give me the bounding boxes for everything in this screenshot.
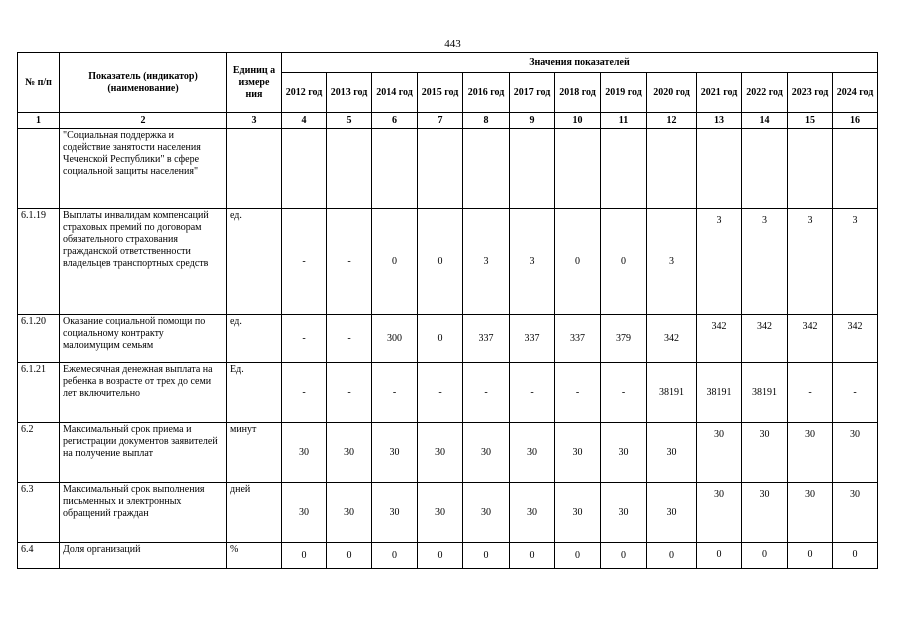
column-index-cell: 1: [18, 113, 60, 129]
row-value: 0: [282, 543, 327, 569]
row-value: -: [418, 363, 463, 423]
row-value: -: [282, 315, 327, 363]
row-value: 30: [697, 423, 742, 483]
row-value: 30: [510, 423, 555, 483]
row-value: 38191: [742, 363, 788, 423]
row-indicator-name: Максимальный срок приема и регистрации документов заявителей на получение выплат: [60, 423, 227, 483]
row-value: 30: [742, 423, 788, 483]
row-value: 0: [555, 543, 601, 569]
table-row: [18, 315, 878, 363]
row-id: 6.4: [18, 543, 60, 569]
row-value: 30: [647, 423, 697, 483]
header-year: 2017 год: [510, 73, 555, 113]
row-value: 30: [555, 483, 601, 543]
row-value: -: [327, 209, 372, 315]
page-number: 443: [444, 38, 461, 50]
row-value: [788, 129, 833, 209]
row-indicator-name: Доля организаций: [60, 543, 227, 569]
row-value: 30: [463, 423, 510, 483]
row-value: 0: [418, 209, 463, 315]
row-value: 337: [555, 315, 601, 363]
header-year: 2023 год: [788, 73, 833, 113]
row-value: 0: [788, 543, 833, 569]
row-value: 30: [418, 423, 463, 483]
table-row: [18, 363, 878, 423]
column-index-cell: 15: [788, 113, 833, 129]
row-indicator-name: Оказание социальной помощи по социальному контракту малоимущим семьям: [60, 315, 227, 363]
row-value: 337: [463, 315, 510, 363]
column-index-cell: 13: [697, 113, 742, 129]
row-value: 342: [697, 315, 742, 363]
row-value: 379: [601, 315, 647, 363]
column-index-cell: 14: [742, 113, 788, 129]
table-row: [18, 209, 878, 315]
row-value: [327, 129, 372, 209]
row-id: 6.1.20: [18, 315, 60, 363]
row-unit: Ед.: [227, 363, 282, 423]
column-index-cell: 16: [833, 113, 878, 129]
row-value: 30: [742, 483, 788, 543]
row-value: 30: [788, 483, 833, 543]
row-value: 0: [418, 315, 463, 363]
row-value: -: [372, 363, 418, 423]
indicator-table: [17, 52, 878, 569]
header-year: 2016 год: [463, 73, 510, 113]
column-index-cell: 10: [555, 113, 601, 129]
row-value: [372, 129, 418, 209]
row-value: [833, 129, 878, 209]
row-value: 0: [463, 543, 510, 569]
row-value: 3: [463, 209, 510, 315]
row-value: 30: [463, 483, 510, 543]
row-value: 0: [601, 543, 647, 569]
row-value: 30: [327, 423, 372, 483]
row-value: 0: [833, 543, 878, 569]
row-value: [418, 129, 463, 209]
row-value: 30: [601, 423, 647, 483]
header-year: 2018 год: [555, 73, 601, 113]
row-value: 30: [555, 423, 601, 483]
column-index-cell: 5: [327, 113, 372, 129]
row-value: 38191: [697, 363, 742, 423]
row-value: 3: [788, 209, 833, 315]
row-value: -: [282, 363, 327, 423]
row-value: [742, 129, 788, 209]
header-num: № п/п: [18, 53, 60, 113]
row-value: -: [601, 363, 647, 423]
row-value: 30: [282, 423, 327, 483]
row-value: [647, 129, 697, 209]
row-value: [463, 129, 510, 209]
row-value: 300: [372, 315, 418, 363]
row-indicator-name: Выплаты инвалидам компенсаций страховых премий по договорам обязательного страхования гражданской ответственности владельцев транспортных средств: [60, 209, 227, 315]
column-index-cell: 11: [601, 113, 647, 129]
header-year: 2013 год: [327, 73, 372, 113]
header-year: 2014 год: [372, 73, 418, 113]
row-unit: ед.: [227, 315, 282, 363]
header-unit: Единиц а измере ния: [227, 53, 282, 113]
row-value: 0: [555, 209, 601, 315]
row-value: -: [463, 363, 510, 423]
row-value: -: [510, 363, 555, 423]
table-row: [18, 543, 878, 569]
row-unit: ед.: [227, 209, 282, 315]
row-unit: дней: [227, 483, 282, 543]
column-index-cell: 4: [282, 113, 327, 129]
row-id: [18, 129, 60, 209]
row-value: 30: [833, 423, 878, 483]
row-value: 30: [833, 483, 878, 543]
row-value: 30: [601, 483, 647, 543]
row-value: 3: [647, 209, 697, 315]
row-value: -: [282, 209, 327, 315]
row-value: 0: [742, 543, 788, 569]
column-index-cell: 9: [510, 113, 555, 129]
row-value: 3: [510, 209, 555, 315]
row-id: 6.1.19: [18, 209, 60, 315]
row-value: 30: [418, 483, 463, 543]
row-value: 0: [510, 543, 555, 569]
row-value: 30: [510, 483, 555, 543]
row-value: -: [555, 363, 601, 423]
column-index-cell: 8: [463, 113, 510, 129]
row-value: -: [833, 363, 878, 423]
header-year: 2012 год: [282, 73, 327, 113]
header-year: 2021 год: [697, 73, 742, 113]
table-row: [18, 483, 878, 543]
row-value: -: [788, 363, 833, 423]
row-value: 3: [833, 209, 878, 315]
row-value: 30: [282, 483, 327, 543]
row-value: 30: [788, 423, 833, 483]
row-indicator-name: Максимальный срок выполнения письменных и электронных обращений граждан: [60, 483, 227, 543]
row-unit: [227, 129, 282, 209]
row-value: -: [327, 315, 372, 363]
row-unit: минут: [227, 423, 282, 483]
header-year: 2019 год: [601, 73, 647, 113]
row-value: 337: [510, 315, 555, 363]
row-value: 342: [742, 315, 788, 363]
row-value: 3: [697, 209, 742, 315]
column-index-cell: 12: [647, 113, 697, 129]
row-value: 0: [601, 209, 647, 315]
row-value: 342: [833, 315, 878, 363]
column-index-cell: 3: [227, 113, 282, 129]
row-value: 0: [327, 543, 372, 569]
column-index-cell: 2: [60, 113, 227, 129]
row-value: [601, 129, 647, 209]
column-index-cell: 7: [418, 113, 463, 129]
row-value: 38191: [647, 363, 697, 423]
header-year: 2015 год: [418, 73, 463, 113]
header-year: 2024 год: [833, 73, 878, 113]
row-value: 342: [647, 315, 697, 363]
row-unit: %: [227, 543, 282, 569]
row-value: 0: [418, 543, 463, 569]
row-value: [282, 129, 327, 209]
row-value: 0: [372, 543, 418, 569]
row-id: 6.3: [18, 483, 60, 543]
row-value: [697, 129, 742, 209]
row-value: 0: [372, 209, 418, 315]
row-indicator-name: "Социальная поддержка и содействие занятости населения Чеченской Республики" в сфере социальной защиты населения": [60, 129, 227, 209]
row-value: [555, 129, 601, 209]
column-index-cell: 6: [372, 113, 418, 129]
row-value: -: [327, 363, 372, 423]
header-values-group: Значения показателей: [282, 53, 878, 73]
row-value: 30: [372, 483, 418, 543]
row-value: 30: [647, 483, 697, 543]
row-value: 30: [372, 423, 418, 483]
table-row: [18, 423, 878, 483]
header-year: 2022 год: [742, 73, 788, 113]
row-value: [510, 129, 555, 209]
row-id: 6.2: [18, 423, 60, 483]
row-value: 30: [327, 483, 372, 543]
row-indicator-name: Ежемесячная денежная выплата на ребенка в возрасте от трех до семи лет включительно: [60, 363, 227, 423]
row-value: 3: [742, 209, 788, 315]
header-year: 2020 год: [647, 73, 697, 113]
row-value: 342: [788, 315, 833, 363]
row-value: 0: [647, 543, 697, 569]
row-value: 0: [697, 543, 742, 569]
row-id: 6.1.21: [18, 363, 60, 423]
header-indicator: Показатель (индикатор) (наименование): [60, 53, 227, 113]
table-row: [18, 129, 878, 209]
row-value: 30: [697, 483, 742, 543]
